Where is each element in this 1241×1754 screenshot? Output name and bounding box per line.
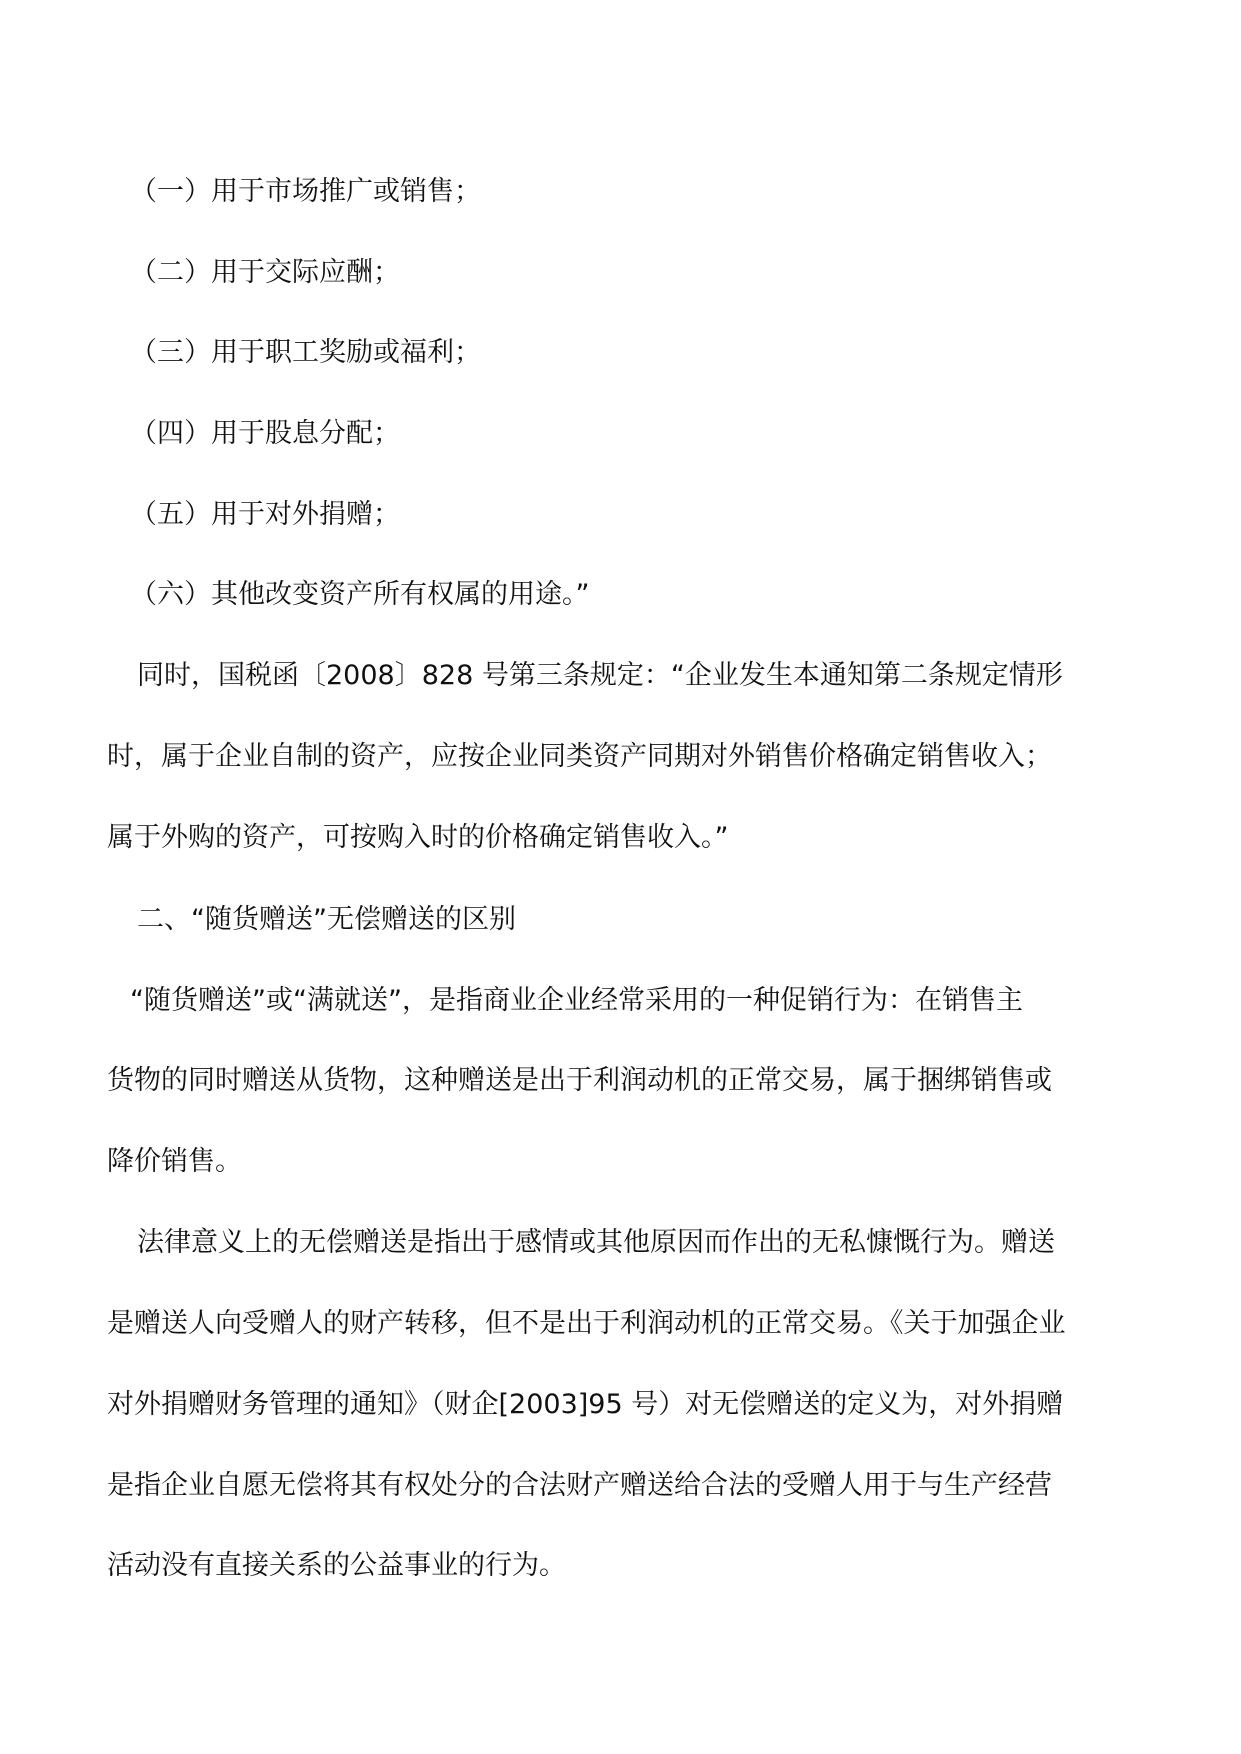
paragraph-line: 是赠送人向受赠人的财产转移，但不是出于利润动机的正常交易。《关于加强企业 [107,1308,1066,1339]
paragraph-line: 对外捐赠财务管理的通知》（财企[2003]95 号）对无偿赠送的定义为，对外捐赠 [107,1389,1064,1420]
paragraph-line: 同时，国税函〔2008〕828 号第三条规定：“企业发生本通知第二条规定情形 [137,660,1063,691]
paragraph-line: 活动没有直接关系的公益事业的行为。 [107,1550,566,1581]
section-heading: 二、“随货赠送”无偿赠送的区别 [137,904,516,935]
paragraph-line: 时，属于企业自制的资产，应按企业同类资产同期对外销售价格确定销售收入； [107,741,1052,772]
list-item-2: （二）用于交际应酬； [130,257,400,288]
paragraph-line: 属于外购的资产，可按购入时的价格确定销售收入。” [107,822,729,853]
paragraph-line: 货物的同时赠送从货物，这种赠送是出于利润动机的正常交易，属于捆绑销售或 [107,1065,1052,1096]
list-item-3: （三）用于职工奖励或福利； [130,337,481,368]
list-item-1: （一）用于市场推广或销售； [130,176,481,207]
paragraph-line: “随货赠送”或“满就送”，是指商业企业经常采用的一种促销行为：在销售主 [130,985,1023,1016]
paragraph-line: 是指企业自愿无偿将其有权处分的合法财产赠送给合法的受赠人用于与生产经营 [107,1470,1052,1501]
list-item-5: （五）用于对外捐赠； [130,499,400,530]
list-item-6: （六）其他改变资产所有权属的用途。” [130,579,590,610]
list-item-4: （四）用于股息分配； [130,418,400,449]
paragraph-line: 法律意义上的无偿赠送是指出于感情或其他原因而作出的无私慷慨行为。赠送 [137,1227,1055,1258]
paragraph-line: 降价销售。 [107,1146,242,1177]
